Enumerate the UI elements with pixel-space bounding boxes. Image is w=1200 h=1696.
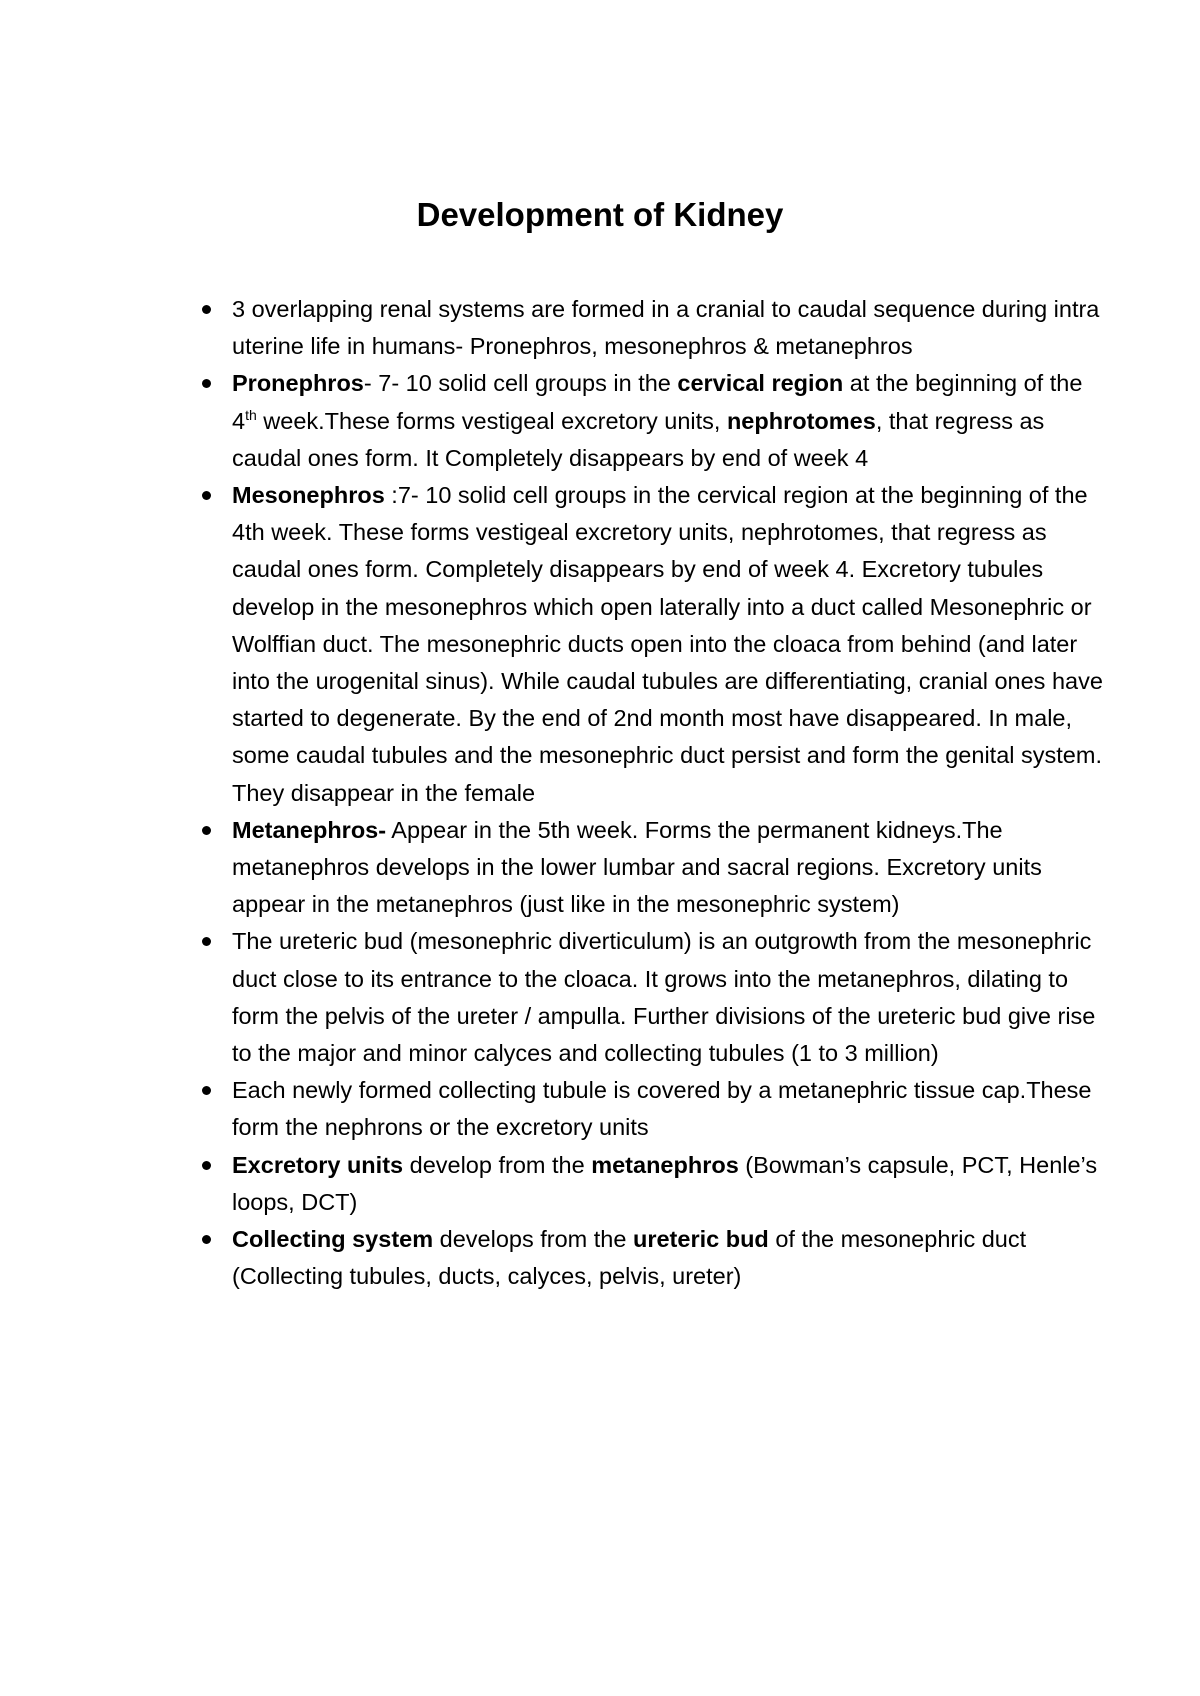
- bullet-icon: [202, 491, 211, 500]
- term-pronephros: Pronephros: [232, 370, 364, 397]
- term-cervical-region: cervical region: [677, 370, 844, 397]
- bullet-icon: [202, 1235, 211, 1244]
- bullet-item-collecting-system: [232, 1221, 1112, 1295]
- term-ureteric-bud: ureteric bud: [632, 1226, 769, 1253]
- bullet-icon: [202, 305, 211, 314]
- bullet-item-renal-systems: [232, 291, 1112, 365]
- bullet-text: at the beginning of the 4: [232, 370, 1083, 434]
- bullet-item-mesonephros: [232, 477, 1112, 812]
- bullet-text: The ureteric bud (mesonephric diverticulum) is an outgrowth from the mesonephric duct close to its entrance to the cloaca. It grows into the metanephros, dilating to form the pelvis of the ureter / ampulla. Further divisions of the ureteric bud give rise to the major and minor calyces and collecting tubules (1 to 3 million): [232, 928, 1096, 1067]
- bullet-text: (Bowman’s capsule, PCT, Henle’s loops, DCT): [232, 1151, 1098, 1215]
- bullet-list: [232, 291, 1112, 1295]
- bullet-text: Appear in the 5th week. Forms the permanent kidneys.The metanephros develops in the lower lumbar and sacral regions. Excretory units appear in the metanephros (just like in the mesonephric system): [232, 816, 1042, 918]
- bullet-item-metanephros: [232, 812, 1112, 924]
- bullet-icon: [202, 1161, 211, 1170]
- bullet-text: - 7- 10 solid cell groups in the: [363, 370, 678, 397]
- bullet-item-excretory-units: [232, 1147, 1112, 1221]
- bullet-text: of the mesonephric duct (Collecting tubules, ducts, calyces, pelvis, ureter): [232, 1226, 1027, 1290]
- term-collecting-system: Collecting system: [232, 1226, 434, 1253]
- term-mesonephros: Mesonephros: [232, 482, 385, 509]
- term-metanephros: Metanephros-: [232, 816, 387, 843]
- bullet-text: Each newly formed collecting tubule is covered by a metanephric tissue cap.These form the nephrons or the excretory units: [232, 1077, 1092, 1141]
- bullet-icon: [202, 937, 211, 946]
- document-title: Development of Kidney: [416, 196, 784, 233]
- bullet-text: week.These forms vestigeal excretory units,: [256, 407, 727, 434]
- bullet-text: 3 overlapping renal systems are formed in a cranial to caudal sequence during intra uterine life in humans- Pronephros, mesonephros & metanephros: [232, 296, 1100, 360]
- bullet-text: :7- 10 solid cell groups in the cervical region at the beginning of the 4th week. These forms vestigeal excretory units, nephrotomes, that regress as caudal ones form. Completely disappears by end of week 4. Excretory tubules develop in the mesonephros which open laterally into a duct called Mesonephric or Wolffian duct. The mesonephric ducts open into the cloaca from behind (and later into the urogenital sinus). While caudal tubules are differentiating, cranial ones have started to degenerate. By the end of 2nd month most have disappeared. In male, some caudal tubules and the mesonephric duct persist and form the genital system. They disappear in the female: [232, 482, 1103, 806]
- term-nephrotomes: nephrotomes: [726, 407, 876, 434]
- bullet-icon: [202, 379, 211, 388]
- ordinal-superscript: th: [245, 406, 257, 423]
- term-excretory-units: Excretory units: [232, 1151, 404, 1178]
- term-metanephros: metanephros: [591, 1151, 739, 1178]
- bullet-item-ureteric-bud: [232, 923, 1112, 1072]
- bullet-item-collecting-tubule: [232, 1072, 1112, 1146]
- bullet-text: develops from the: [433, 1226, 633, 1253]
- bullet-text: develop from the: [403, 1151, 592, 1178]
- bullet-icon: [202, 826, 211, 835]
- bullet-icon: [202, 1086, 211, 1095]
- bullet-text: , that regress as caudal ones form. It Completely disappears by end of week 4: [232, 407, 1045, 471]
- bullet-item-pronephros: [232, 365, 1112, 477]
